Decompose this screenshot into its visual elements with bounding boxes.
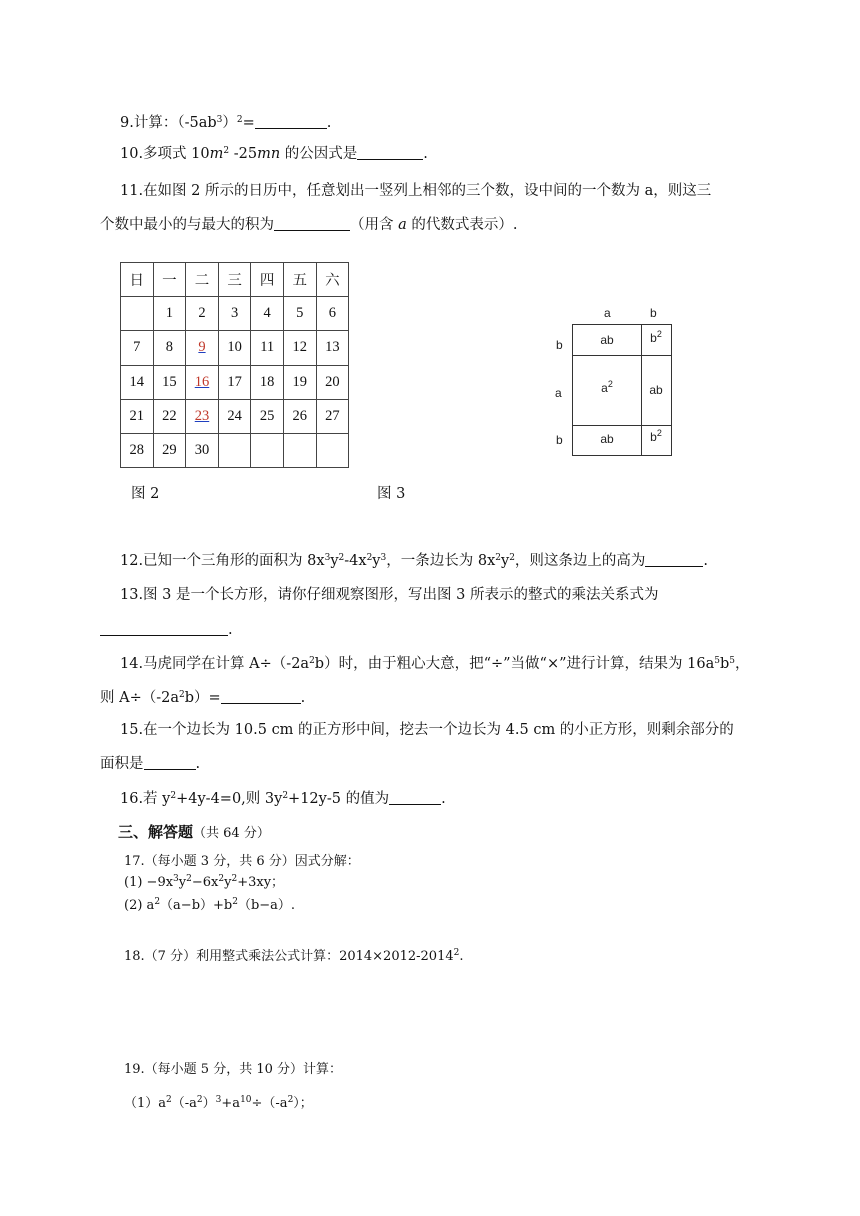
calendar-header-cell: 四: [251, 263, 284, 297]
calendar-cell: [283, 433, 316, 467]
fig3-horizontal-divider-1: [573, 355, 671, 356]
fig3-left-label-b1: b: [556, 338, 563, 352]
calendar-cell: 13: [316, 331, 349, 365]
calendar-cell: 22: [153, 399, 186, 433]
calendar-cell: 1: [153, 297, 186, 331]
calendar-header-cell: 五: [283, 263, 316, 297]
calendar-cell: 25: [251, 399, 284, 433]
question-15-line2: 面积是 .: [100, 756, 201, 772]
caption-figure-2: 图 2: [131, 486, 160, 502]
calendar-cell: 11: [251, 331, 284, 365]
fig3-outer-rectangle: [572, 324, 672, 456]
calendar-table: [120, 262, 349, 468]
calendar-cell: 26: [283, 399, 316, 433]
question-13-line2: .: [100, 620, 233, 640]
calendar-cell: 21: [121, 399, 154, 433]
caption-figure-3: 图 3: [377, 486, 406, 502]
calendar-cell-highlighted: 16: [186, 365, 219, 399]
calendar-cell-highlighted: 9: [186, 331, 219, 365]
question-17-part2: (2) $a^2(a-b)+b^2(b-a)$.: [124, 897, 296, 913]
answer-blank[interactable]: [255, 114, 327, 129]
question-16: 16.若 $y^2+4y-4=0$,则 $3y^2+12y-5$ 的值为 .: [120, 791, 446, 807]
question-18: 18.（7 分）利用整式乘法公式计算：$2014\times 2012-2014^2$.: [124, 948, 464, 964]
fig3-cell-b2-top: $b^2$: [650, 329, 662, 345]
question-17-part1: $(1) -9x^3y^2-6x^2y^2+3xy$；: [124, 874, 285, 890]
question-14-line1: 14.马虎同学在计算 $A\div(-2a^2b)$时，由于粗心大意，把“÷”当做“×”进行计算，结果为 $16a^5b^5$，: [120, 656, 750, 672]
fig3-cell-a2: $a^2$: [601, 379, 613, 395]
calendar-cell: [251, 433, 284, 467]
calendar-header-cell: 三: [218, 263, 251, 297]
fig3-top-label-a: a: [604, 306, 611, 320]
calendar-row: [121, 331, 349, 365]
calendar-cell: 14: [121, 365, 154, 399]
calendar-header-cell: 日: [121, 263, 154, 297]
calendar-row: [121, 433, 349, 467]
question-12: 12.已知一个三角形的面积为 $8x^3y^2-4x^2y^3$，一条边长为 $8x^2y^2$，则这条边上的高为 .: [120, 553, 709, 569]
calendar-cell: 4: [251, 297, 284, 331]
calendar-cell: 28: [121, 433, 154, 467]
calendar-cell: 18: [251, 365, 284, 399]
calendar-cell: 5: [283, 297, 316, 331]
calendar-cell: 24: [218, 399, 251, 433]
calendar-cell: 17: [218, 365, 251, 399]
calendar-cell: 8: [153, 331, 186, 365]
answer-blank[interactable]: [274, 216, 350, 231]
calendar-cell: 6: [316, 297, 349, 331]
question-17-title: 17.（每小题 3 分，共 6 分）因式分解：: [124, 854, 360, 869]
calendar-cell: 10: [218, 331, 251, 365]
section-3-heading: 三、解答题（共 64 分）: [118, 823, 270, 841]
answer-blank[interactable]: [645, 552, 703, 567]
calendar-cell: [218, 433, 251, 467]
calendar-cell: 7: [121, 331, 154, 365]
calendar-row: [121, 297, 349, 331]
fig3-cell-b2-bottom: $b^2$: [650, 428, 662, 444]
calendar-cell-highlighted: 23: [186, 399, 219, 433]
calendar-cell: 20: [316, 365, 349, 399]
question-11-line2: 个数中最小的与最大的积为 （用含 a 的代数式表示）.: [100, 217, 518, 233]
fig3-cell-ab-right: ab: [649, 383, 663, 397]
calendar-cell: 15: [153, 365, 186, 399]
calendar-cell: [121, 297, 154, 331]
question-11-line1: 11.在如图 2 所示的日历中，任意划出一竖列上相邻的三个数，设中间的一个数为 a，则这三: [120, 183, 712, 199]
calendar-cell: 19: [283, 365, 316, 399]
fig3-cell-ab-bottom: ab: [600, 432, 614, 446]
question-9: 9.计算：$(-5ab^3)^2=$ .: [120, 115, 332, 131]
fig3-top-label-b: b: [650, 306, 657, 320]
calendar-header-cell: 一: [153, 263, 186, 297]
calendar-row: [121, 399, 349, 433]
calendar-row: [121, 365, 349, 399]
calendar-cell: 30: [186, 433, 219, 467]
answer-blank[interactable]: [389, 790, 441, 805]
question-15-line1: 15.在一个边长为 10.5 cm 的正方形中间，挖去一个边长为 4.5 cm 的小正方形，则剩余部分的: [120, 722, 734, 738]
answer-blank[interactable]: [100, 621, 228, 636]
answer-blank[interactable]: [144, 755, 196, 770]
calendar-cell: 29: [153, 433, 186, 467]
question-19-part1: $(1)a^2(-a^2)^3+a^{10}\div(-a^2)$；: [124, 1095, 313, 1111]
figure-3-rectangle: [548, 300, 688, 460]
answer-blank[interactable]: [357, 145, 423, 160]
fig3-cell-ab-top: ab: [600, 333, 614, 347]
question-10: 10.多项式 $10m^2$ -25mn 的公因式是 .: [120, 146, 428, 162]
question-19-title: 19.（每小题 5 分，共 10 分）计算：: [124, 1062, 343, 1077]
calendar-cell: 27: [316, 399, 349, 433]
calendar-cell: 3: [218, 297, 251, 331]
calendar-header-cell: 六: [316, 263, 349, 297]
calendar-header-row: [121, 263, 349, 297]
fig3-horizontal-divider-2: [573, 425, 671, 426]
answer-blank[interactable]: [221, 689, 301, 704]
question-14-line2: 则 $A\div(-2a^2b)=$ .: [100, 690, 306, 706]
fig3-left-label-b2: b: [556, 433, 563, 447]
question-13-line1: 13.图 3 是一个长方形，请你仔细观察图形，写出图 3 所表示的整式的乘法关系式为: [120, 587, 659, 603]
calendar-cell: 12: [283, 331, 316, 365]
calendar-cell: 2: [186, 297, 219, 331]
calendar-cell: [316, 433, 349, 467]
calendar-header-cell: 二: [186, 263, 219, 297]
fig3-left-label-a: a: [555, 386, 562, 400]
